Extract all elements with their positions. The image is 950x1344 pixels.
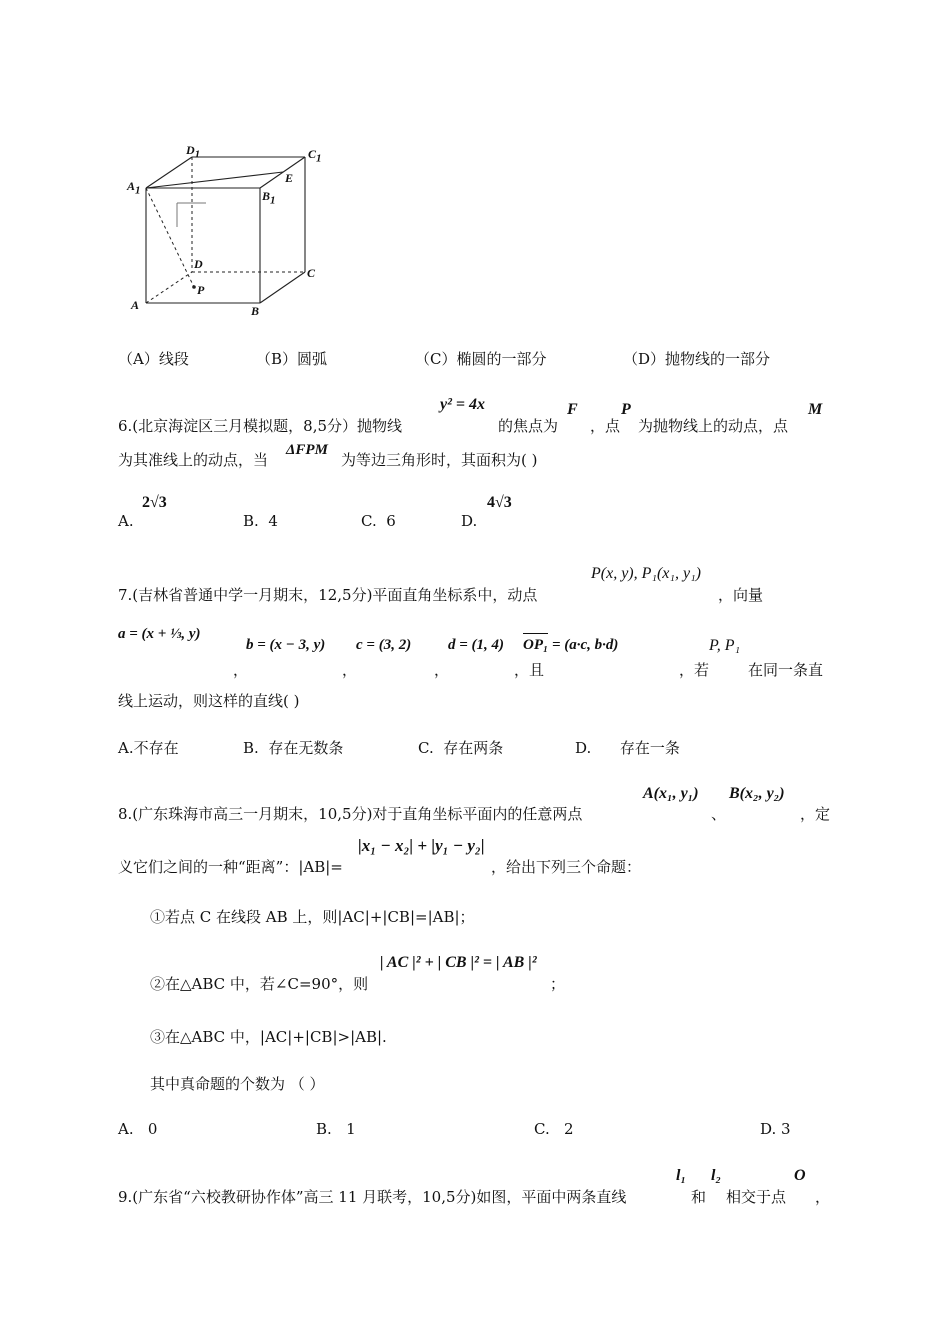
q7-sep-2: ， (342, 661, 358, 679)
q8-option-c: C. 2 (534, 1120, 574, 1138)
q8-line2a: 义它们之间的一种“距离”：|AB|= (118, 858, 343, 876)
q8-line2b: ，给出下列三个命题： (491, 858, 642, 876)
q8-mid: 、 (711, 805, 727, 823)
q7-pp: P, P₁ (709, 637, 741, 654)
q6-text-point: ，点 (590, 417, 621, 435)
q6-triangle: ΔFPM (286, 442, 328, 458)
q6-var-m: M (808, 401, 823, 418)
label-a: A (131, 298, 140, 312)
q8-prop-1: ①若点 C 在线段 AB 上，则|AC|+|CB|=|AB|； (150, 908, 475, 926)
q7-and: ，且 (514, 661, 545, 679)
q6-option-d-letter: D. (461, 512, 478, 530)
label-c1: $C_1$ (308, 147, 322, 165)
q7-vector-b: b = (x − 3, y) (246, 637, 326, 653)
q9-mid: 相交于点 (726, 1188, 787, 1206)
q8-point-a: A(x₁, y₁) (643, 785, 699, 802)
q8-prop-3: ③在△ABC 中，|AC|+|CB|>|AB|. (150, 1028, 387, 1046)
cube-figure (120, 135, 340, 325)
q7-sep-1: ， (233, 661, 249, 679)
label-p: P (197, 283, 205, 297)
q8-point-b: B(x₂, y₂) (729, 785, 785, 802)
label-d1: $D_1$ (186, 143, 201, 161)
q7-sep-3: ， (434, 661, 450, 679)
q7-option-b: B. 存在无数条 (243, 739, 344, 757)
q7-vector-d: d = (1, 4) (448, 637, 505, 653)
q9-line-l2: l₂ (711, 1167, 722, 1184)
q9-point-o: O (794, 1167, 806, 1184)
q6-prefix: 6.(北京海淀区三月模拟题，8,5分）抛物线 (118, 417, 403, 435)
q8-end: ，定 (800, 805, 831, 823)
q5-option-a: （A）线段 (118, 350, 189, 368)
q8-option-d: D. 3 (760, 1120, 791, 1138)
q7-ruo: ，若 (679, 661, 710, 679)
q6-line2a: 为其准线上的动点，当 (118, 451, 269, 469)
q6-parabola-eq: y² = 4x (440, 396, 486, 413)
q8-prop-2-eq: | AC |² + | CB |² = | AB |² (380, 954, 537, 971)
point-p-dot (192, 285, 196, 289)
q7-points: P(x, y), P₁(x₁, y₁) (591, 565, 701, 582)
q6-option-b: B. 4 (243, 512, 278, 530)
q8-ask: 其中真命题的个数为 （ ） (150, 1075, 325, 1093)
label-b: B (251, 304, 260, 318)
q7-vector-label: ，向量 (718, 586, 764, 604)
label-a1: $A_1$ (127, 179, 141, 197)
q8-option-a: A. 0 (118, 1120, 158, 1138)
q8-prefix: 8.(广东珠海市高三一月期末，10,5分)对于直角坐标平面内的任意两点 (118, 805, 583, 823)
q6-line2b: 为等边三角形时，其面积为( ) (341, 451, 538, 469)
q8-prop-2b: ； (550, 975, 566, 993)
q7-option-a: A.不存在 (118, 739, 179, 757)
q7-option-c: C. 存在两条 (418, 739, 504, 757)
q8-option-b: B. 1 (316, 1120, 356, 1138)
q6-option-a-value: 2√3 (142, 494, 167, 511)
q5-option-c: （C）椭圆的一部分 (415, 350, 547, 368)
q5-option-d: （D）抛物线的一部分 (623, 350, 771, 368)
q6-var-p: P (621, 401, 631, 418)
q6-text-moving: 为抛物线上的动点，点 (638, 417, 789, 435)
q6-option-a-letter: A. (118, 512, 134, 530)
q6-text-focus: 的焦点为 (498, 417, 559, 435)
q7-vector-op: OP₁ = (a·c, b·d) (523, 637, 618, 654)
label-b1: $B_1$ (262, 189, 276, 207)
q7-line-end: 在同一条直 (748, 661, 824, 679)
q8-prop-2a: ②在△ABC 中，若∠C=90°，则 (150, 975, 369, 993)
q7-vector-c: c = (3, 2) (356, 637, 412, 653)
q6-var-f: F (567, 401, 578, 418)
q9-line-l1: l₁ (676, 1167, 687, 1184)
q6-option-c: C. 6 (361, 512, 396, 530)
q9-prefix: 9.(广东省“六校教研协作体”高三 11 月联考，10,5分)如图，平面中两条直线 (118, 1188, 627, 1206)
q6-option-d-value: 4√3 (487, 494, 512, 511)
q8-distance-formula: |x₁ − x₂| + |y₁ − y₂| (358, 836, 485, 855)
q7-vector-a: a = (x + ⅓, y) (118, 626, 201, 642)
q7-line3: 线上运动，则这样的直线( ) (118, 692, 300, 710)
label-e: E (285, 171, 294, 185)
q9-he: 和 (691, 1188, 707, 1206)
q7-option-d: D. 存在一条 (575, 739, 680, 757)
label-d: D (194, 257, 203, 271)
q5-option-b: （B）圆弧 (256, 350, 328, 368)
label-c: C (307, 266, 316, 280)
q9-end: ， (815, 1188, 831, 1206)
q7-prefix: 7.(吉林省普通中学一月期末，12,5分)平面直角坐标系中，动点 (118, 586, 538, 604)
